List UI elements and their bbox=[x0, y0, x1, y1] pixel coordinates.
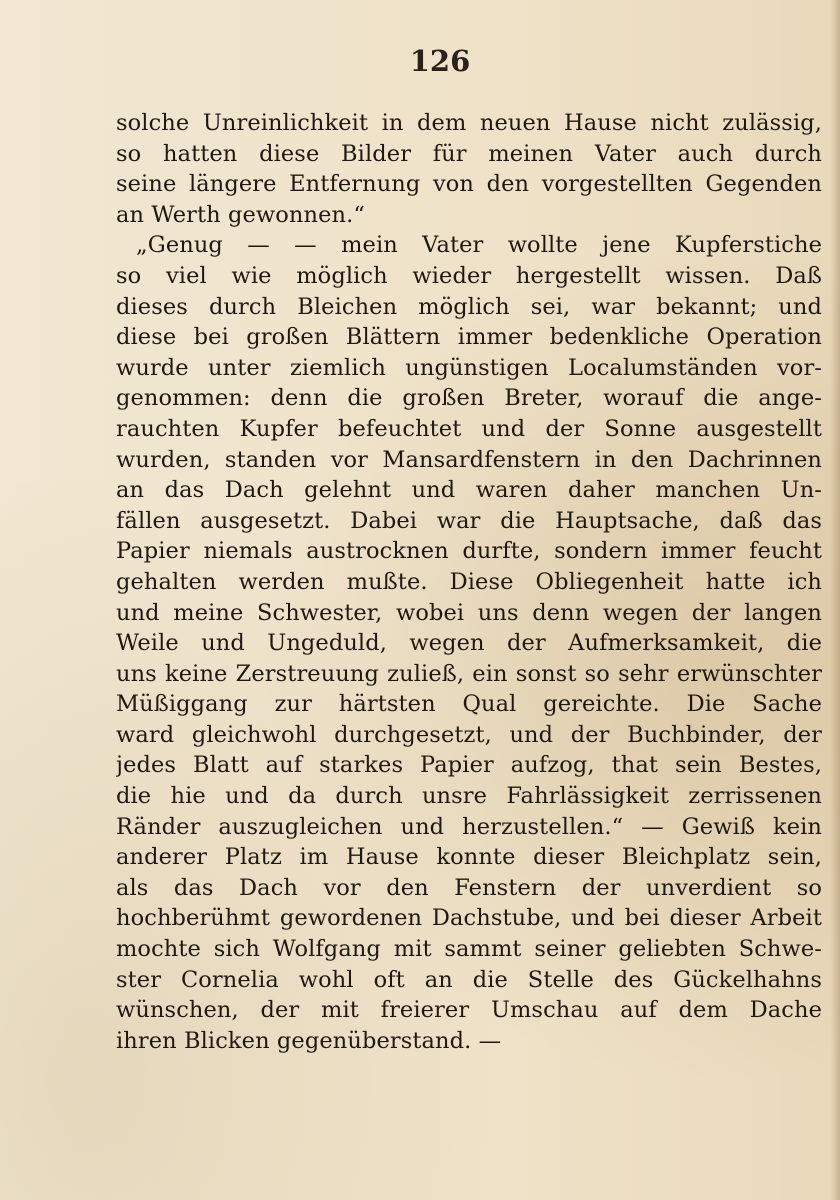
text-line: uns keine Zerstreuung zuließ, ein sonst so sehr erwünschter bbox=[116, 660, 822, 687]
text-line: Ränder auszugleichen und herzustellen.“ — Gewiß kein bbox=[116, 813, 822, 840]
text-line: und meine Schwester, wobei uns denn wegen der langen bbox=[116, 599, 822, 626]
text-line: diese bei großen Blättern immer bedenkliche Operation bbox=[116, 324, 822, 351]
text-line: dieses durch Bleichen möglich sei, war bekannt; und bbox=[116, 293, 822, 320]
text-line: ihren Blicken gegenüberstand. — bbox=[116, 1027, 502, 1054]
text-line: wurden, standen vor Mansardfenstern in den Dachrinnen bbox=[116, 446, 822, 473]
text-line: wünschen, der mit freierer Umschau auf dem Dache bbox=[116, 997, 822, 1024]
text-line: „Genug — — mein Vater wollte jene Kupferstiche bbox=[136, 232, 822, 259]
text-line: so viel wie möglich wieder hergestellt wissen. Daß bbox=[116, 262, 822, 289]
text-line: Papier niemals austrocknen durfte, sondern immer feucht bbox=[116, 538, 822, 565]
text-line: jedes Blatt auf starkes Papier aufzog, that sein Bestes, bbox=[116, 752, 822, 779]
text-line: Müßiggang zur härtsten Qual gereichte. Die Sache bbox=[116, 691, 822, 718]
text-line: seine längere Entfernung von den vorgestellten Gegenden bbox=[116, 171, 822, 198]
text-line: wurde unter ziemlich ungünstigen Localumständen vor- bbox=[116, 354, 822, 381]
text-line: mochte sich Wolfgang mit sammt seiner geliebten Schwe- bbox=[116, 936, 822, 963]
text-line: als das Dach vor den Fenstern der unverdient so bbox=[116, 874, 822, 901]
text-line: Weile und Ungeduld, wegen der Aufmerksamkeit, die bbox=[116, 630, 822, 657]
text-line: hochberühmt gewordenen Dachstube, und bei dieser Arbeit bbox=[116, 905, 822, 932]
text-line: fällen ausgesetzt. Dabei war die Hauptsache, daß das bbox=[116, 507, 822, 534]
page-edge-shadow bbox=[830, 0, 840, 1200]
text-line: solche Unreinlichkeit in dem neuen Hause nicht zulässig, bbox=[116, 110, 822, 136]
text-line: an das Dach gelehnt und waren daher manchen Un- bbox=[116, 477, 822, 504]
text-line: an Werth gewonnen.“ bbox=[116, 201, 365, 228]
text-line: genommen: denn die großen Breter, worauf die ange- bbox=[116, 385, 822, 412]
text-line: die hie und da durch unsre Fahrlässigkeit zerrissenen bbox=[116, 783, 822, 810]
body-text bbox=[116, 108, 822, 1056]
text-line: gehalten werden mußte. Diese Obliegenheit hatte ich bbox=[116, 568, 822, 595]
text-line: ward gleichwohl durchgesetzt, und der Buchbinder, der bbox=[116, 721, 822, 748]
page-number: 126 bbox=[409, 44, 471, 78]
text-line: rauchten Kupfer befeuchtet und der Sonne ausgestellt bbox=[116, 415, 822, 442]
text-line: so hatten diese Bilder für meinen Vater auch durch bbox=[116, 140, 822, 167]
text-line: ster Cornelia wohl oft an die Stelle des Gückelhahns bbox=[116, 966, 822, 993]
text-line: anderer Platz im Hause konnte dieser Bleichplatz sein, bbox=[116, 844, 822, 871]
